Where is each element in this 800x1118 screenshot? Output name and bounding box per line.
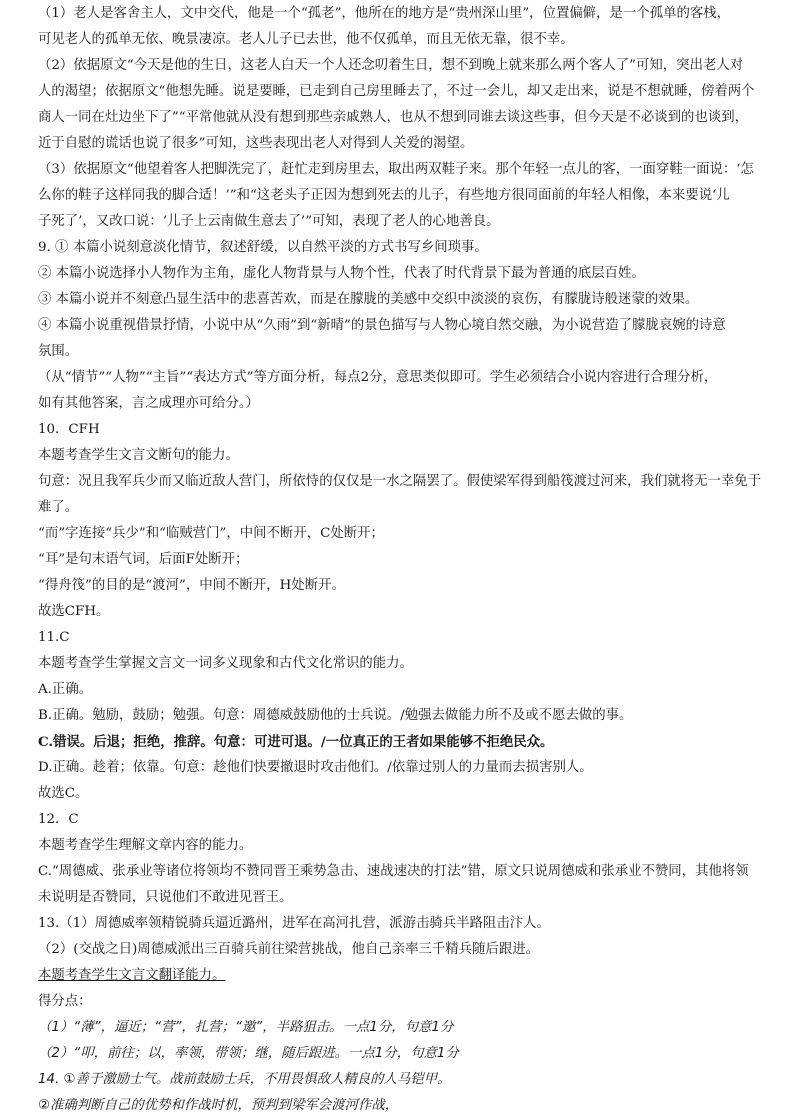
- text-line: 故选C。: [38, 786, 89, 801]
- text-line: 得分点：: [38, 994, 92, 1009]
- text-line: （从“情节”“人物”“主旨”“表达方式”等方面分析，每点2分，意思类似即可。学生必须结合小说内容进行合理分析，: [38, 370, 718, 385]
- text-line: 难了。: [38, 500, 79, 515]
- text-line: 可见老人的孤单无依、晚景凄凉。老人儿子已去世，他不仅孤单，而且无依无靠，很不幸。: [38, 32, 574, 47]
- text-line: 10．CFH: [38, 422, 100, 437]
- text-line: 12．C: [38, 812, 79, 827]
- text-line: 13.（1）周德威率领精锐骑兵逼近潞州，进军在高河扎营，派游击骑兵半路阻击汴人。: [38, 916, 550, 931]
- text-line: 么你的鞋子这样同我的脚合适！’”和“这老头子正因为想到死去的儿子，有些地方很同面前的年轻人相像，本来要说‘儿: [38, 188, 730, 203]
- text-line-bold: C.错误。后退；拒绝，推辞。句意：可进可退。/一位真正的王者如果能够不拒绝民众。: [38, 734, 554, 750]
- text-line: 氛围。: [38, 344, 79, 359]
- text-line: “而”字连接“兵少”和“临贼营门”，中间不断开，C处断开；: [38, 526, 384, 541]
- text-line: 本题考查学生掌握文言文一词多义现象和古代文化常识的能力。: [38, 656, 413, 671]
- text-line: 故选CFH。: [38, 604, 110, 619]
- text-line: 本题考查学生理解文章内容的能力。: [38, 838, 253, 853]
- text-line: 9. ① 本篇小说刻意淡化情节，叙述舒缓，以自然平淡的方式书写乡间琐事。: [38, 240, 488, 255]
- text-line: （2）(交战之日)周德威派出三百骑兵前往梁营挑战，他自己亲率三千精兵随后跟进。: [38, 942, 540, 957]
- text-line: C.“周德威、张承业等诸位将领均不赞同晋王乘势急击、速战速决的打法”错，原文只说周德威和张承业不赞同，其他将领: [38, 864, 749, 879]
- text-line-kai: ②准确判断自己的优势和作战时机，预判到梁军会渡河作战，: [38, 1098, 399, 1113]
- text-line-kai: （1）“薄”，逼近；“营”，扎营；“邀”，半路狙击。一点1分，句意1分: [38, 1020, 454, 1035]
- text-line: 11.C: [38, 630, 70, 645]
- text-line: （2）依据原文“今天是他的生日，这老人白天一个人还念叨着生日，想不到晚上就来那么两个客人了”可知，突出老人对: [38, 58, 744, 73]
- text-line: 句意：况且我军兵少而又临近敌人营门，所依恃的仅仅是一水之隔罢了。假使梁军得到船筏渡过河来，我们就将无一幸免于: [38, 474, 762, 489]
- text-line: 人的渴望；依据原文“他想先睡。说是要睡，已走到自己房里睡去了，不过一会儿，却又走出来，说是不想就睡，傍着两个: [38, 84, 755, 99]
- text-line: 本题考查学生文言文断句的能力。: [38, 448, 239, 463]
- text-line-kai: （2）“叩，前往；以，率领，带领；继，随后跟进。一点1分，句意1分: [38, 1046, 459, 1061]
- text-line: B.正确。勉励，鼓励；勉强。句意：周德威鼓励他的士兵说。/勉强去做能力所不及或不愿去做的事。: [38, 708, 633, 723]
- text-line: （1）老人是客舍主人，文中交代，他是一个“孤老”，他所在的地方是“贵州深山里”，位置偏僻，是一个孤单的客栈，: [38, 6, 731, 21]
- text-line: “耳”是句末语气词，后面F处断开；: [38, 552, 249, 567]
- text-line: ③ 本篇小说并不刻意凸显生活中的悲喜苦欢，而是在朦胧的美感中交织中淡淡的哀伤，有朦胧诗般迷蒙的效果。: [38, 292, 699, 307]
- text-line: ② 本篇小说选择小人物作为主角，虚化人物背景与人物个性，代表了时代背景下最为普通的底层百姓。: [38, 266, 645, 281]
- text-line: （3）依据原文“他望着客人把脚洗完了，赶忙走到房里去，取出两双鞋子来。那个年轻一点儿的客，一面穿鞋一面说：‘怎: [38, 162, 754, 177]
- text-line-underlined: 本题考查学生文言文翻译能力。: [38, 968, 226, 983]
- text-line-kai: 14. ①善于激励士气。战前鼓励士兵，不用畏惧敌人精良的人马铠甲。: [38, 1072, 451, 1087]
- text-line: 如有其他答案，言之成理亦可给分。）: [38, 396, 259, 411]
- text-line: A.正确。: [38, 682, 93, 697]
- text-line: ④ 本篇小说重视借景抒情，小说中从“久雨”到“新晴”的景色描写与人物心境自然交融，为小说营造了朦胧哀婉的诗意: [38, 318, 726, 333]
- text-line: “得舟筏”的目的是“渡河”，中间不断开，H处断开。: [38, 578, 345, 593]
- text-line: 商人一同在灶边坐下了”“平常他就从没有想到那些亲戚熟人，也从不想到同谁去谈这些事，但今天是不必谈到的也谈到，: [38, 110, 748, 125]
- text-line: 未说明是否赞同，只说他们不敢进见晋王。: [38, 890, 293, 905]
- text-line: 子死了’，又改口说：‘儿子上云南做生意去了’”可知，表现了老人的心地善良。: [38, 214, 500, 229]
- text-line: D.正确。趁着；依靠。句意：趁他们快要撤退时攻击他们。/依靠过别人的力量而去损害别人。: [38, 760, 593, 775]
- text-line: 近于自慰的谎话也说了很多”可知，这些表现出老人对得到人关爱的渴望。: [38, 136, 474, 151]
